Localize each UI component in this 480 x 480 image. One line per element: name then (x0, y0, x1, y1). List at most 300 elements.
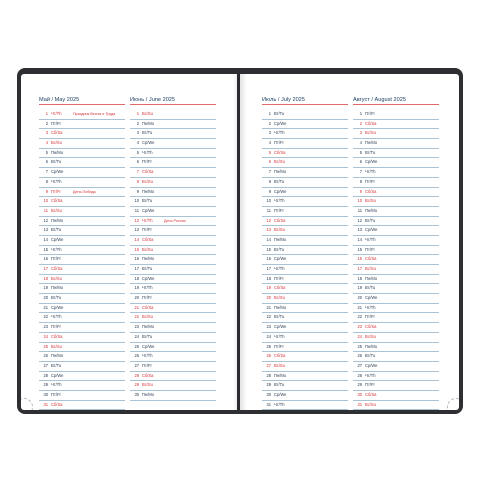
day-row (353, 168, 439, 178)
day-number: 27 (357, 362, 362, 368)
day-row (130, 313, 216, 323)
weekday-label: Вс/Su (274, 159, 285, 165)
weekday-label: Сб/Sa (51, 198, 63, 204)
day-number: 10 (134, 198, 139, 204)
day-number: 17 (43, 266, 48, 271)
day-number: 8 (136, 178, 139, 184)
weekday-label: Вт/Tu (365, 217, 376, 223)
weekday-label: Ср/We (365, 295, 378, 301)
weekday-label: Ср/We (51, 304, 64, 310)
weekday-label: Вт/Tu (51, 295, 62, 301)
day-number: 24 (43, 333, 48, 339)
weekday-label: Пт/Fr (142, 159, 152, 165)
day-row (39, 362, 125, 372)
weekday-label: Пт/Fr (365, 111, 375, 116)
day-number: 29 (357, 382, 362, 388)
weekday-label: Чт/Th (142, 285, 153, 291)
weekday-label: Вт/Tu (365, 353, 376, 359)
day-row (353, 246, 439, 256)
day-row (262, 265, 348, 275)
day-row (353, 323, 439, 333)
day-row (262, 401, 348, 410)
day-row (262, 381, 348, 391)
day-number: 31 (357, 401, 362, 407)
day-number: 9 (45, 188, 48, 194)
weekday-label: Ср/We (365, 227, 378, 233)
day-row (39, 275, 125, 285)
day-number: 27 (266, 362, 271, 368)
weekday-label: Ср/We (365, 362, 378, 368)
day-row (353, 158, 439, 168)
day-number: 23 (134, 324, 139, 330)
day-row (39, 226, 125, 236)
day-list (353, 110, 439, 410)
day-number: 14 (43, 236, 48, 242)
weekday-label: Вт/Tu (142, 130, 153, 136)
weekday-label: Пн/Mo (142, 391, 155, 397)
day-row (262, 294, 348, 304)
day-row (39, 333, 125, 343)
weekday-label: Вс/Su (142, 246, 153, 252)
day-row (39, 139, 125, 149)
weekday-label: Ср/We (51, 236, 64, 242)
day-row (130, 255, 216, 265)
day-row (39, 352, 125, 362)
weekday-label: Вт/Tu (274, 246, 285, 252)
weekday-label: Чт/Th (274, 130, 285, 136)
day-row (262, 178, 348, 188)
weekday-label: Сб/Sa (274, 353, 286, 359)
holiday-note: Праздник Весны и Труда (73, 112, 116, 116)
day-number: 28 (357, 372, 362, 378)
day-number: 27 (134, 362, 139, 368)
weekday-label: Сб/Sa (51, 266, 63, 271)
day-row (353, 110, 439, 120)
day-row (130, 149, 216, 159)
weekday-label: Чт/Th (365, 169, 376, 175)
weekday-label: Сб/Sa (365, 120, 377, 126)
day-row (353, 304, 439, 314)
day-row (262, 323, 348, 333)
day-number: 28 (43, 372, 48, 378)
day-row (130, 139, 216, 149)
weekday-label: Пт/Fr (51, 324, 61, 330)
day-row (353, 333, 439, 343)
weekday-label: Пн/Mo (274, 304, 287, 310)
weekday-label: Пт/Fr (142, 295, 152, 301)
day-number: 22 (266, 314, 271, 320)
month-title-ru: Июнь (130, 97, 145, 103)
weekday-label: Вс/Su (365, 266, 376, 271)
day-number: 1 (359, 111, 362, 116)
weekday-label: Ср/We (51, 372, 64, 378)
day-number: 1 (136, 111, 139, 116)
day-number: 9 (359, 188, 362, 194)
day-row (39, 343, 125, 353)
weekday-label: Вт/Tu (365, 285, 376, 291)
day-row (130, 207, 216, 217)
day-number: 2 (359, 120, 362, 126)
day-number: 31 (43, 401, 48, 407)
weekday-label: Пн/Mo (274, 236, 287, 242)
day-number: 6 (136, 159, 139, 165)
weekday-label: Сб/Sa (365, 324, 377, 330)
day-number: 17 (266, 266, 271, 271)
day-row (353, 275, 439, 285)
day-row (39, 246, 125, 256)
weekday-label: Вт/Tu (51, 362, 62, 368)
day-number: 29 (134, 382, 139, 388)
day-number: 30 (357, 391, 362, 397)
day-list (130, 110, 216, 401)
day-number: 24 (134, 333, 139, 339)
day-row (130, 381, 216, 391)
weekday-label: Вт/Tu (365, 149, 376, 155)
day-number: 23 (43, 324, 48, 330)
weekday-label: Сб/Sa (142, 169, 154, 175)
day-number: 12 (43, 217, 48, 223)
right-page (240, 74, 459, 410)
weekday-label: Пн/Mo (142, 188, 155, 194)
month-august (353, 96, 439, 410)
day-number: 11 (134, 207, 139, 213)
day-number: 20 (43, 295, 48, 301)
weekday-label: Сб/Sa (142, 236, 154, 242)
day-number: 30 (266, 391, 271, 397)
day-number: 10 (43, 198, 48, 204)
day-number: 6 (45, 159, 48, 165)
day-number: 7 (359, 169, 362, 175)
day-row (130, 372, 216, 382)
day-row (39, 323, 125, 333)
weekday-label: Вс/Su (142, 111, 153, 116)
weekday-label: Чт/Th (51, 111, 62, 116)
day-number: 22 (43, 314, 48, 320)
day-row (130, 265, 216, 275)
day-row (130, 158, 216, 168)
day-number: 15 (266, 246, 271, 252)
day-number: 20 (266, 295, 271, 301)
day-row (130, 246, 216, 256)
day-row (262, 362, 348, 372)
day-number: 31 (266, 401, 271, 407)
month-title-ru: Август (353, 97, 370, 103)
weekday-label: Чт/Th (51, 178, 62, 184)
day-number: 24 (357, 333, 362, 339)
day-number: 25 (134, 343, 139, 349)
day-row (130, 120, 216, 130)
day-row (353, 120, 439, 130)
day-number: 12 (266, 217, 271, 223)
weekday-label: Вс/Su (51, 343, 62, 349)
day-row (39, 168, 125, 178)
day-number: 30 (134, 391, 139, 397)
weekday-label: Чт/Th (142, 353, 153, 359)
weekday-label: Пт/Fr (365, 246, 375, 252)
day-row (130, 110, 216, 120)
weekday-label: Вт/Tu (142, 333, 153, 339)
weekday-label: Вс/Su (274, 295, 285, 301)
day-number: 1 (268, 111, 271, 116)
weekday-label: Вт/Tu (51, 227, 62, 233)
weekday-label: Пн/Mo (51, 149, 64, 155)
weekday-label: Чт/Th (142, 217, 153, 223)
day-row (353, 343, 439, 353)
day-row (39, 294, 125, 304)
day-row (130, 352, 216, 362)
day-number: 12 (134, 217, 139, 223)
day-row (130, 391, 216, 401)
day-row (130, 197, 216, 207)
day-row (130, 333, 216, 343)
weekday-label: Вт/Tu (274, 178, 285, 184)
weekday-label: Пн/Mo (274, 169, 287, 175)
day-row (262, 129, 348, 139)
day-row (262, 304, 348, 314)
day-row (353, 226, 439, 236)
weekday-label: Пн/Mo (142, 256, 155, 262)
day-row (353, 139, 439, 149)
day-row (130, 217, 216, 227)
weekday-label: Вт/Tu (274, 382, 285, 388)
day-number: 29 (43, 382, 48, 388)
day-row (262, 255, 348, 265)
weekday-label: Ср/We (51, 169, 64, 175)
weekday-label: Ср/We (142, 140, 155, 146)
day-number: 15 (43, 246, 48, 252)
day-row (353, 284, 439, 294)
day-row (262, 391, 348, 401)
day-row (353, 149, 439, 159)
day-number: 29 (266, 382, 271, 388)
weekday-label: Сб/Sa (51, 401, 63, 407)
day-row (39, 372, 125, 382)
month-header: Июль / July 2025 (262, 96, 348, 105)
day-row (130, 129, 216, 139)
day-number: 6 (268, 159, 271, 165)
day-row (353, 265, 439, 275)
day-number: 11 (43, 207, 48, 213)
day-row (353, 313, 439, 323)
weekday-label: Пт/Fr (274, 275, 284, 281)
day-row (262, 207, 348, 217)
day-number: 21 (43, 304, 48, 310)
day-row (262, 236, 348, 246)
weekday-label: Пт/Fr (51, 391, 61, 397)
day-number: 9 (136, 188, 139, 194)
day-number: 19 (134, 285, 139, 291)
day-number: 25 (357, 343, 362, 349)
weekday-label: Чт/Th (274, 401, 285, 407)
day-number: 12 (357, 217, 362, 223)
weekday-label: Пн/Mo (365, 140, 378, 146)
weekday-label: Ср/We (142, 343, 155, 349)
day-number: 13 (357, 227, 362, 233)
weekday-label: Чт/Th (274, 266, 285, 271)
weekday-label: Сб/Sa (142, 304, 154, 310)
holiday-note: День Победы (73, 189, 97, 194)
weekday-label: Вт/Tu (274, 111, 285, 116)
day-number: 7 (136, 169, 139, 175)
day-row (130, 168, 216, 178)
weekday-label: Вт/Tu (142, 198, 153, 204)
day-number: 20 (134, 295, 139, 301)
day-row (262, 120, 348, 130)
day-row (130, 284, 216, 294)
day-number: 8 (45, 178, 48, 184)
day-row (39, 304, 125, 314)
weekday-label: Сб/Sa (274, 149, 286, 155)
day-row (353, 178, 439, 188)
day-number: 3 (268, 130, 271, 136)
day-row (262, 246, 348, 256)
weekday-label: Чт/Th (365, 304, 376, 310)
day-number: 18 (266, 275, 271, 281)
weekday-label: Пн/Mo (365, 207, 378, 213)
day-number: 30 (43, 391, 48, 397)
weekday-label: Пн/Mo (51, 285, 64, 291)
day-number: 24 (266, 333, 271, 339)
day-row (262, 226, 348, 236)
day-number: 5 (268, 149, 271, 155)
day-number: 25 (266, 343, 271, 349)
weekday-label: Пт/Fr (142, 362, 152, 368)
day-number: 26 (134, 353, 139, 359)
day-number: 14 (266, 236, 271, 242)
day-row (353, 352, 439, 362)
day-number: 7 (45, 169, 48, 175)
day-number: 6 (359, 159, 362, 165)
weekday-label: Ср/We (142, 275, 155, 281)
day-number: 4 (45, 140, 48, 146)
weekday-label: Вс/Su (142, 314, 153, 320)
day-row (39, 381, 125, 391)
day-row (262, 139, 348, 149)
day-number: 3 (359, 130, 362, 136)
weekday-label: Пт/Fr (51, 120, 61, 126)
day-number: 5 (45, 149, 48, 155)
day-row (130, 275, 216, 285)
day-number: 22 (134, 314, 139, 320)
day-row (39, 217, 125, 227)
day-number: 16 (43, 256, 48, 262)
month-header: Июнь / June 2025 (130, 96, 216, 105)
weekday-label: Сб/Sa (365, 188, 377, 194)
day-number: 4 (268, 140, 271, 146)
weekday-label: Вс/Su (365, 198, 376, 204)
day-number: 21 (266, 304, 271, 310)
month-june (130, 96, 216, 401)
day-row (39, 207, 125, 217)
corner-guide-right (447, 398, 459, 410)
day-row (39, 391, 125, 401)
weekday-label: Сб/Sa (365, 391, 377, 397)
day-row (39, 149, 125, 159)
day-row (39, 120, 125, 130)
weekday-label: Пн/Mo (51, 353, 64, 359)
day-number: 2 (268, 120, 271, 126)
weekday-label: Ср/We (274, 391, 287, 397)
weekday-label: Вс/Su (51, 207, 62, 213)
weekday-label: Ср/We (274, 324, 287, 330)
day-row (39, 236, 125, 246)
day-number: 20 (357, 295, 362, 301)
weekday-label: Пт/Fr (365, 178, 375, 184)
day-number: 5 (136, 149, 139, 155)
weekday-label: Сб/Sa (51, 333, 63, 339)
day-row (262, 188, 348, 198)
weekday-label: Вт/Tu (51, 159, 62, 165)
weekday-label: Сб/Sa (142, 372, 154, 378)
day-number: 9 (268, 188, 271, 194)
day-row (39, 110, 125, 120)
day-number: 4 (359, 140, 362, 146)
weekday-label: Пт/Fr (365, 382, 375, 388)
day-row (39, 188, 125, 198)
weekday-label: Вс/Su (365, 333, 376, 339)
weekday-label: Чт/Th (365, 372, 376, 378)
day-row (353, 217, 439, 227)
day-number: 18 (357, 275, 362, 281)
day-row (262, 333, 348, 343)
day-row (353, 391, 439, 401)
day-row (353, 362, 439, 372)
weekday-label: Ср/We (365, 159, 378, 165)
weekday-label: Пт/Fr (365, 314, 375, 320)
weekday-label: Пн/Mo (274, 372, 287, 378)
day-row (39, 197, 125, 207)
day-number: 19 (357, 285, 362, 291)
weekday-label: Вс/Su (51, 140, 62, 146)
day-row (39, 158, 125, 168)
day-row (353, 255, 439, 265)
weekday-label: Чт/Th (274, 198, 285, 204)
day-row (353, 381, 439, 391)
day-number: 26 (357, 353, 362, 359)
day-number: 21 (134, 304, 139, 310)
weekday-label: Пн/Mo (142, 120, 155, 126)
day-number: 28 (134, 372, 139, 378)
weekday-label: Чт/Th (51, 314, 62, 320)
day-number: 23 (357, 324, 362, 330)
day-row (353, 129, 439, 139)
day-row (130, 323, 216, 333)
day-number: 1 (45, 111, 48, 116)
day-number: 15 (134, 246, 139, 252)
day-row (353, 207, 439, 217)
day-row (353, 401, 439, 410)
day-number: 7 (268, 169, 271, 175)
day-number: 2 (136, 120, 139, 126)
day-number: 8 (359, 178, 362, 184)
weekday-label: Чт/Th (51, 382, 62, 388)
weekday-label: Вс/Su (51, 275, 62, 281)
weekday-label: Вс/Su (142, 382, 153, 388)
day-number: 28 (266, 372, 271, 378)
month-title-ru: Июль (262, 97, 277, 103)
weekday-label: Вс/Su (365, 401, 376, 407)
day-row (262, 158, 348, 168)
day-row (353, 372, 439, 382)
weekday-label: Пт/Fr (274, 343, 284, 349)
month-header: Май / May 2025 (39, 96, 125, 105)
day-row (262, 343, 348, 353)
day-number: 26 (43, 353, 48, 359)
day-row (262, 149, 348, 159)
day-row (39, 265, 125, 275)
day-number: 3 (136, 130, 139, 136)
day-number: 19 (43, 285, 48, 291)
